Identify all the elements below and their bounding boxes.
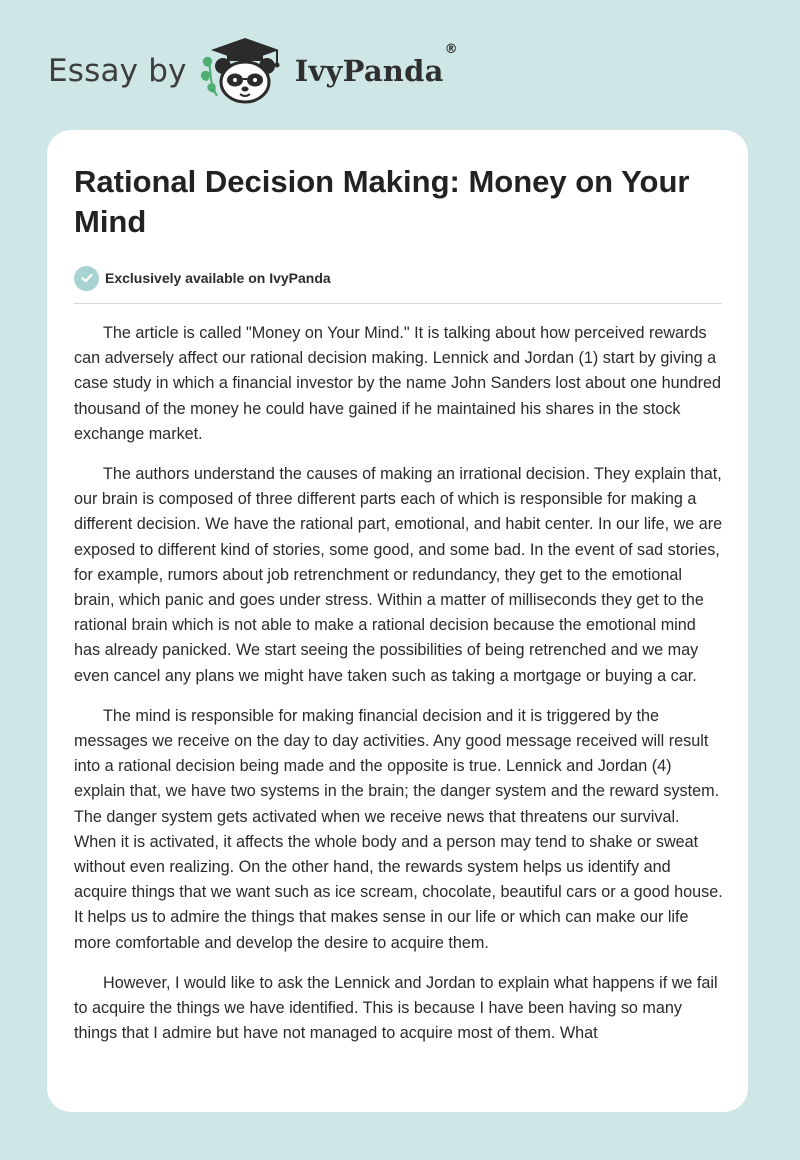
essay-body: [74, 321, 724, 1046]
site-brand[interactable]: [48, 36, 458, 106]
divider: [74, 303, 722, 304]
exclusive-label: Exclusively available on IvyPanda: [105, 270, 331, 286]
essay-paragraph: The article is called "Money on Your Mind." It is talking about how perceived rewards can adversely affect our rational decision making. Lennick and Jordan (1) start by giving a case study in which a financial investor by the name John Sanders lost about one hundred thousand of the money he could have gained if he maintained his shares in the stock exchange market.: [74, 324, 722, 443]
brand-name: IvyPanda®: [294, 42, 458, 88]
essay-paragraph: The mind is responsible for making financial decision and it is triggered by the messages we receive on the day to day activities. Any good message received will result into a rational decision being made and the opposite is true. Lennick and Jordan (4) explain that, we have two systems in the brain; the danger system and the reward system. The danger system gets activated when we receive news that threatens our survival. When it is activated, it affects the whole body and a person may tend to shake or sweat without even realizing. On the other hand, the rewards system helps us identify and acquire things that we want such as ice scream, chocolate, beautiful cars or a good house. It helps us to admire the things that makes sense in our life or which can make our life more comfortable and develop the desire to acquire them.: [74, 706, 723, 952]
essay-paragraph: However, I would like to ask the Lennick and Jordan to explain what happens if we fail to acquire the things we have identified. This is because I have been having so many things that I admire but have not managed to acquire most of them. What: [74, 973, 718, 1043]
essay-paragraph: The authors understand the causes of making an irrational decision. They explain that, our brain is composed of three different parts each of which is responsible for making a different decision. We have the rational part, emotional, and habit center. In our life, we are exposed to different kind of stories, some good, and some bad. In the event of sad stories, for example, rumors about job retrenchment or redundancy, they get to the emotional brain, which panic and goes under stress. Within a matter of milliseconds they get to the rational brain which is not able to make a rational decision because the emotional mind has already panicked. We start seeing the possibilities of being retrenched and we may even cancel any plans we might have taken such as taking a mortgage or buying a car.: [74, 465, 723, 685]
registered-mark: ®: [444, 42, 458, 57]
exclusive-badge: [74, 265, 722, 291]
brand-prefix: Essay by: [48, 53, 187, 89]
essay-title: Rational Decision Making: Money on Your Mind: [74, 164, 690, 239]
panda-graduate-icon: [199, 36, 291, 106]
check-circle-icon: [74, 266, 99, 291]
essay-card: [47, 130, 748, 1112]
